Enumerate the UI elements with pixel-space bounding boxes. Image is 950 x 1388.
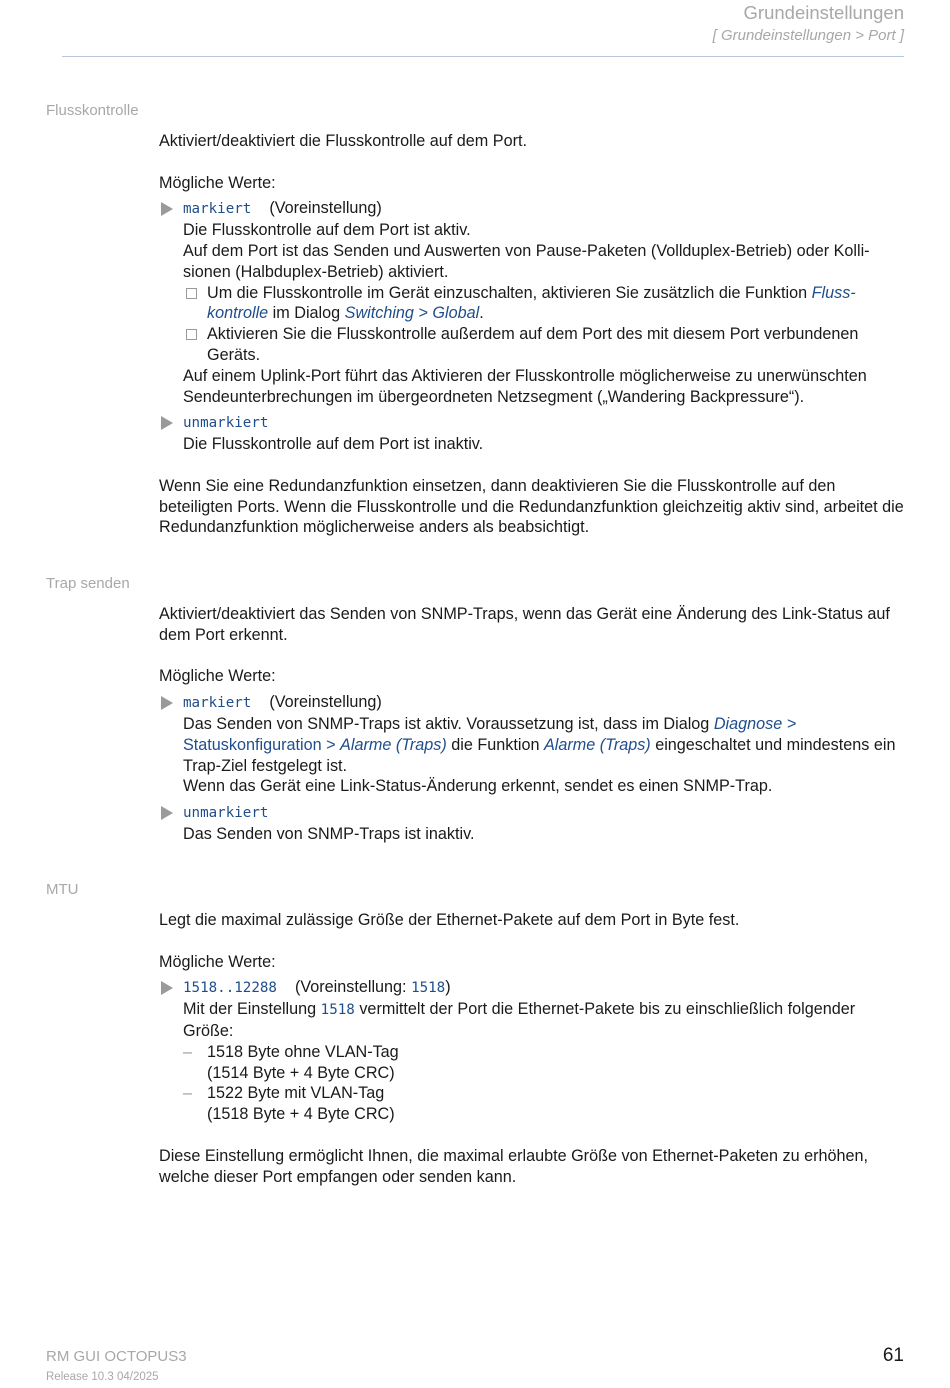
section-flow-control xyxy=(159,131,907,538)
bullet-triangle-icon xyxy=(161,806,173,820)
section-trap xyxy=(159,604,907,845)
footer-product: RM GUI OCTOPUS3 xyxy=(46,1348,187,1365)
value-description: Die Flusskontrolle auf dem Port ist inaktiv. xyxy=(183,435,484,454)
function-reference: Fluss-kontrolle xyxy=(207,283,856,323)
trap-values-heading: Mögliche Werte: xyxy=(159,667,276,686)
header-rule xyxy=(62,56,904,57)
value-description: Auf dem Port ist das Senden und Auswerten von Pause-Paketen (Vollduplex-Betrieb) oder Kolli-sionen (Halbduplex-Betrieb) aktiviert. xyxy=(183,241,870,281)
value-code: markiert xyxy=(183,201,252,218)
section-label-mtu: MTU xyxy=(46,881,79,898)
dash-bullet-icon: – xyxy=(183,1084,193,1103)
flow-intro: Aktiviert/deaktiviert die Flusskontrolle auf dem Port. xyxy=(159,132,527,150)
mtu-values-heading: Mögliche Werte: xyxy=(159,952,276,971)
flow-values-heading: Mögliche Werte: xyxy=(159,173,276,192)
trap-value-unmarked xyxy=(159,802,907,845)
dialog-reference: Statuskonfiguration > xyxy=(183,735,336,754)
section-label-trap: Trap senden xyxy=(46,575,130,592)
trap-intro: Aktiviert/deaktiviert das Senden von SNMP-Traps, wenn das Gerät eine Änderung des Link-Status auf dem Port erkennt. xyxy=(159,605,890,644)
flow-redundancy-note: Wenn Sie eine Redundanzfunktion einsetzen, dann deaktivieren Sie die Flusskontrolle auf den beteiligten Ports. Wenn die Flusskontrolle und die Redundanzfunktion gleichzeitig aktiv sind, arbeitet die Redundanzfunktion möglicherweise anders als beabsichtigt. xyxy=(159,476,904,537)
page-number: 61 xyxy=(882,1345,904,1366)
header-title: Grundeinstellungen xyxy=(743,2,904,23)
footer-release: Release 10.3 04/2025 xyxy=(46,1371,159,1383)
dialog-reference: Diagnose > xyxy=(713,714,797,733)
value-code: markiert xyxy=(183,695,252,712)
bullet-triangle-icon xyxy=(161,696,173,710)
dialog-reference: Switching > Global xyxy=(344,304,480,323)
bullet-triangle-icon xyxy=(161,416,173,430)
default-value: 1518 xyxy=(411,980,446,997)
checkbox-square-icon xyxy=(186,329,197,340)
mtu-value-range: 1518..12288 (Voreinstellung: 1518) Mit der Einstellung 1518 vermittelt der Port die Ethernet-Pakete bis zu einschließlich folgender Größe: xyxy=(159,977,907,1041)
value-code: unmarkiert xyxy=(183,805,269,822)
checklist-item: Aktivieren Sie die Flusskontrolle außerdem auf dem Port des mit diesem Port verbundenen Geräts. xyxy=(159,324,907,366)
value-description: Die Flusskontrolle auf dem Port ist aktiv. xyxy=(183,221,471,240)
default-note: (Voreinstellung) xyxy=(269,199,382,218)
mtu-note: Diese Einstellung ermöglicht Ihnen, die maximal erlaubte Größe von Ethernet-Paketen zu erhöhen, welche dieser Port empfangen oder senden kann. xyxy=(159,1146,869,1186)
default-note: (Voreinstellung) xyxy=(269,693,382,712)
value-description: Das Senden von SNMP-Traps ist inaktiv. xyxy=(183,824,475,843)
flow-value-unmarked xyxy=(159,412,907,455)
dash-list-item: – 1518 Byte ohne VLAN-Tag (1514 Byte + 4 Byte CRC) xyxy=(183,1042,399,1082)
section-label-flow-control: Flusskontrolle xyxy=(46,102,139,119)
flow-uplink-note: Auf einem Uplink-Port führt das Aktivieren der Flusskontrolle möglicherweise zu unerwünschten Sendeunterbrechungen im übergeordneten Netzsegment („Wandering Backpressure“). xyxy=(183,366,867,406)
section-mtu xyxy=(159,910,907,1187)
checklist-item: Um die Flusskontrolle im Gerät einzuschalten, aktivieren Sie zusätzlich die Funktion Fluss-kontrolle im Dialog Switching > Global. xyxy=(159,283,907,325)
value-code: unmarkiert xyxy=(183,415,269,432)
dash-bullet-icon: – xyxy=(183,1042,193,1061)
bullet-triangle-icon xyxy=(161,202,173,216)
bullet-triangle-icon xyxy=(161,981,173,995)
value-code: 1518..12288 xyxy=(183,980,277,997)
value-description: Wenn das Gerät eine Link-Status-Änderung erkennt, sendet es einen SNMP-Trap. xyxy=(183,777,773,796)
dash-list-item: – 1522 Byte mit VLAN-Tag (1518 Byte + 4 Byte CRC) xyxy=(183,1084,395,1124)
value-code: 1518 xyxy=(320,1002,355,1019)
header-breadcrumb: [ Grundeinstellungen > Port ] xyxy=(712,27,904,44)
function-reference: Alarme (Traps) xyxy=(543,735,651,754)
dialog-reference: Alarme (Traps) xyxy=(340,735,447,754)
checkbox-square-icon xyxy=(186,288,197,299)
mtu-intro: Legt die maximal zulässige Größe der Ethernet-Pakete auf dem Port in Byte fest. xyxy=(159,911,740,929)
trap-value-marked: markiert (Voreinstellung) Das Senden von SNMP-Traps ist aktiv. Voraussetzung ist, dass im Dialog Diagnose > Statuskonfiguration > Alarme (Traps) die Funktion Alarme (Traps) eingeschaltet und mindestens ein Trap-Ziel festgelegt ist. Wenn das Gerät eine Link-Status-Änderung erkennt, sendet es einen SNMP-Trap. xyxy=(159,692,907,797)
flow-value-marked xyxy=(159,198,907,282)
